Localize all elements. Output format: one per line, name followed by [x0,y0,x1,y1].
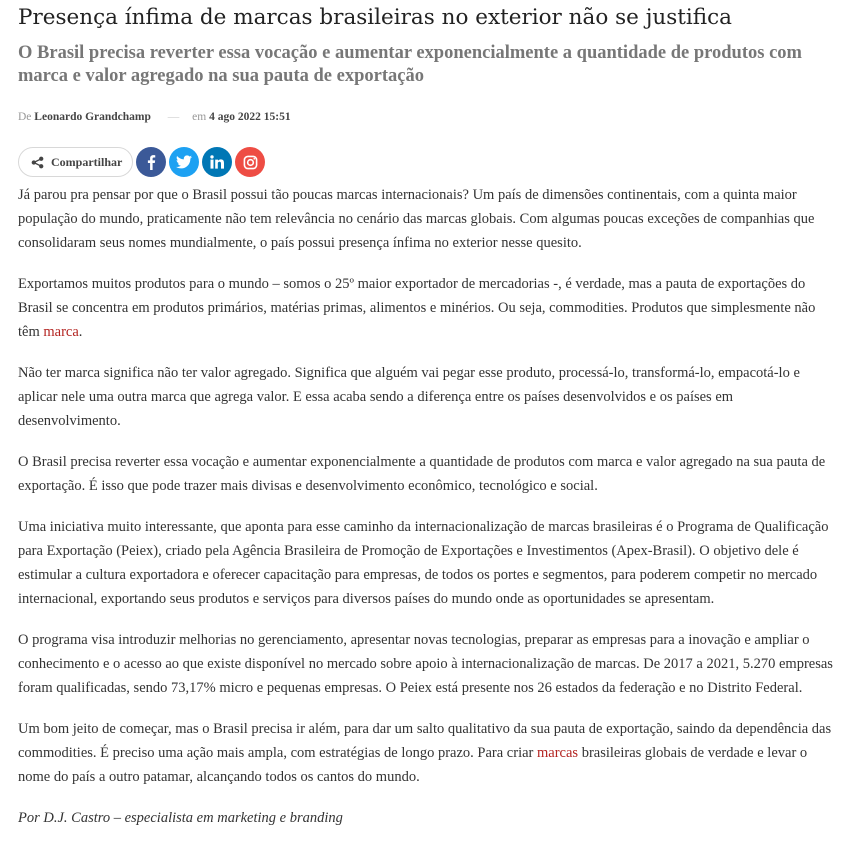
paragraph-7-end: brasileiras globais de verdade e levar o nome do país a outro patamar, alcançando todos os cantos do mundo. [18,745,808,785]
article-subtitle: O Brasil precisa reverter essa vocação e aumentar exponencialmente a quantidade de produtos com marca e valor agregado na sua pauta de exportação [18,43,802,86]
publish-date: 4 ago 2022 15:51 [209,111,291,123]
paragraph-5: Uma iniciativa muito interessante, que aponta para esse caminho da internacionalização de marcas brasileiras é o Programa de Qualificação para Exportação (Peiex), criado pela Agência Brasileira de Promoção de Exportações e Investimentos (Apex-Brasil). O objetivo dele é estimular a cultura exportadora e oferecer capacitação para empresas, de todos os portes e segmentos, para poderem competir no mercado internacional, exportando seus produtos e serviços para diversos países do mundo onde as oportunidades se apresentam. [18,519,829,607]
article-title: Presença ínfima de marcas brasileiras no exterior não se justifica [18,5,732,30]
article-body [18,183,838,830]
paragraph-2-end: . [78,324,83,340]
paragraph-3: Não ter marca significa não ter valor agregado. Significa que alguém vai pegar esse produto, processá-lo, transformá-lo, empacotá-lo e aplicar nele uma outra marca que agrega valor. E essa acaba sendo a diferença entre os países desenvolvidos e os países em desenvolvimento. [18,365,800,429]
paragraph-2 [18,272,838,344]
paragraph-7-text: Um bom jeito de começar, mas o Brasil precisa ir além, para dar um salto qualitativo da sua pauta de exportação, saindo da dependência das commodities. É preciso uma ação mais ampla, com estratégias de longo prazo. Para criar [18,721,832,761]
marcas-link[interactable]: marcas [537,745,579,761]
facebook-share-button[interactable] [136,147,166,177]
facebook-icon [144,154,158,170]
paragraph-1: Já parou pra pensar por que o Brasil possui tão poucas marcas internacionais? Um país de dimensões continentais, com a quinta maior população do mundo, praticamente não tem relevância no cenário das marcas globais. Com algumas poucas exceções de companhias que consolidaram seus nomes mundialmente, o país possui presença ínfima no exterior nesse quesito. [18,187,815,251]
author-link[interactable]: Leonardo Grandchamp [34,111,151,123]
byline-separator: — [167,111,180,123]
paragraph-4: O Brasil precisa reverter essa vocação e aumentar exponencialmente a quantidade de produtos com marca e valor agregado na sua pauta de exportação. É isso que pode trazer mais divisas e desenvolvimento econômico, tecnológico e social. [18,454,826,494]
paragraph-6: O programa visa introduzir melhorias no gerenciamento, apresentar novas tecnologias, preparar as empresas para a inovação e ampliar o conhecimento e o acesso ao que existe disponível no mercado sobre apoio à internacionalização de marcas. De 2017 a 2021, 5.270 empresas foram qualificadas, sendo 73,17% micro e pequenas empresas. O Peiex está presente nos 26 estados da federação e no Distrito Federal. [18,632,833,696]
date-prefix: em [192,111,207,123]
twitter-icon [176,155,192,169]
share-bar [18,147,838,177]
byline-prefix: De [18,111,32,123]
paragraph-2-text: Exportamos muitos produtos para o mundo – somos o 25º maior exportador de mercadorias -, é verdade, mas a pauta de exportações do Brasil se concentra em produtos primários, matérias primas, alimentos e minérios. Ou seja, commodities. Produtos que simplesmente não têm [18,276,816,340]
share-icon [31,156,44,169]
share-button[interactable] [18,147,133,177]
author-signature: Por D.J. Castro – especialista em marketing e branding [18,810,343,826]
article [18,0,838,847]
linkedin-icon [210,155,224,169]
instagram-icon [243,155,258,170]
share-label: Compartilhar [51,154,123,169]
paragraph-7 [18,717,838,789]
marca-link[interactable]: marca [43,324,79,340]
instagram-share-button[interactable] [235,147,265,177]
linkedin-share-button[interactable] [202,147,232,177]
byline [18,109,838,125]
twitter-share-button[interactable] [169,147,199,177]
